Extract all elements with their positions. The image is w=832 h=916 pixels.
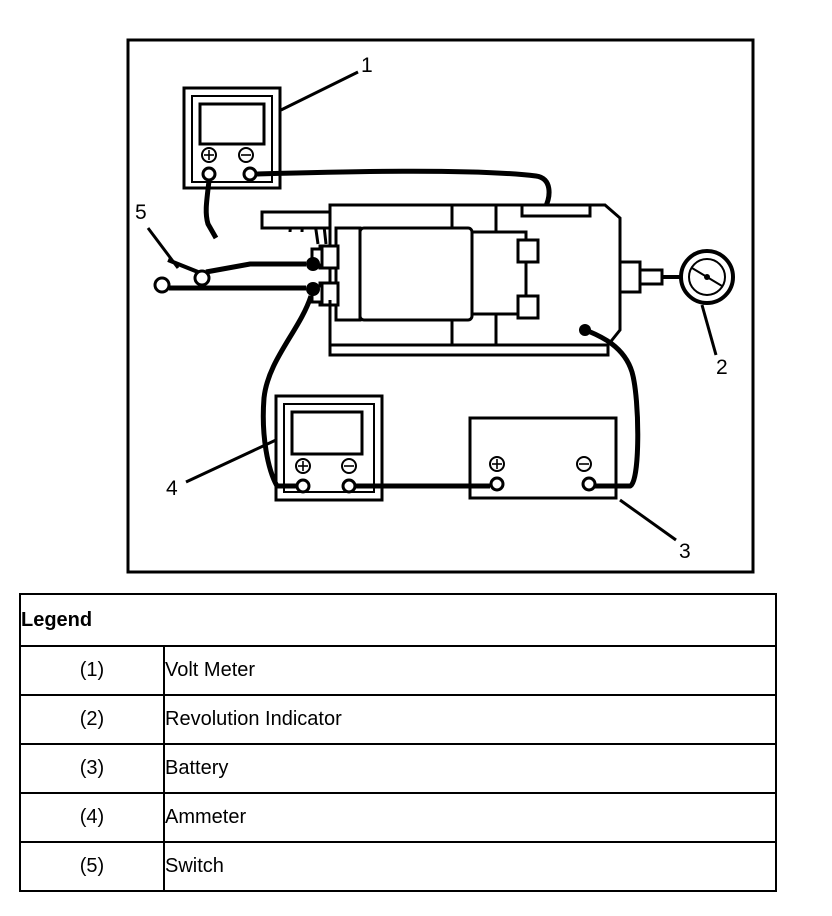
callout-label-3: 3 — [679, 540, 691, 563]
battery-plus-post — [491, 478, 503, 490]
generator-assembly — [262, 205, 684, 355]
legend-row-number: (1) — [20, 646, 164, 695]
legend-row-description: Ammeter — [164, 793, 776, 842]
ammeter-minus-post — [343, 480, 355, 492]
legend-row-number: (5) — [20, 842, 164, 891]
legend-table — [19, 593, 777, 892]
battery — [470, 418, 616, 498]
callout-leader-4 — [186, 440, 276, 482]
revolution-indicator — [681, 251, 733, 303]
switch-pole-left — [155, 278, 169, 292]
legend-header-spacer — [164, 594, 776, 646]
legend-row-description: Revolution Indicator — [164, 695, 776, 744]
legend-row — [20, 793, 776, 842]
wire-switch-upper — [206, 264, 306, 272]
callout-label-5: 5 — [135, 201, 147, 224]
callout-leader-5 — [148, 228, 178, 268]
callout-label-2: 2 — [716, 356, 728, 379]
battery-minus-post — [583, 478, 595, 490]
legend-row-description: Battery — [164, 744, 776, 793]
callout-leader-1 — [281, 72, 358, 110]
volt-meter-minus-post — [244, 168, 256, 180]
brush-terminal-lower — [306, 282, 320, 296]
callout-label-1: 1 — [361, 54, 373, 77]
wire-voltmeter-plus — [206, 181, 216, 238]
brush-terminal-upper — [306, 257, 320, 271]
callout-leader-2 — [702, 305, 716, 355]
legend-title: Legend — [20, 594, 164, 646]
ammeter-plus-post — [297, 480, 309, 492]
callout-label-4: 4 — [166, 477, 178, 500]
legend-row — [20, 744, 776, 793]
legend-row-number: (2) — [20, 695, 164, 744]
legend-row-number: (4) — [20, 793, 164, 842]
volt-meter-plus-post — [203, 168, 215, 180]
legend-row — [20, 695, 776, 744]
callout-leader-3 — [620, 500, 676, 540]
legend-row-description: Switch — [164, 842, 776, 891]
legend-header-row — [20, 594, 776, 646]
wire-terminal-dot-generator-lower — [579, 324, 591, 336]
legend-row-number: (3) — [20, 744, 164, 793]
legend-row-description: Volt Meter — [164, 646, 776, 695]
legend-row — [20, 646, 776, 695]
legend-row — [20, 842, 776, 891]
